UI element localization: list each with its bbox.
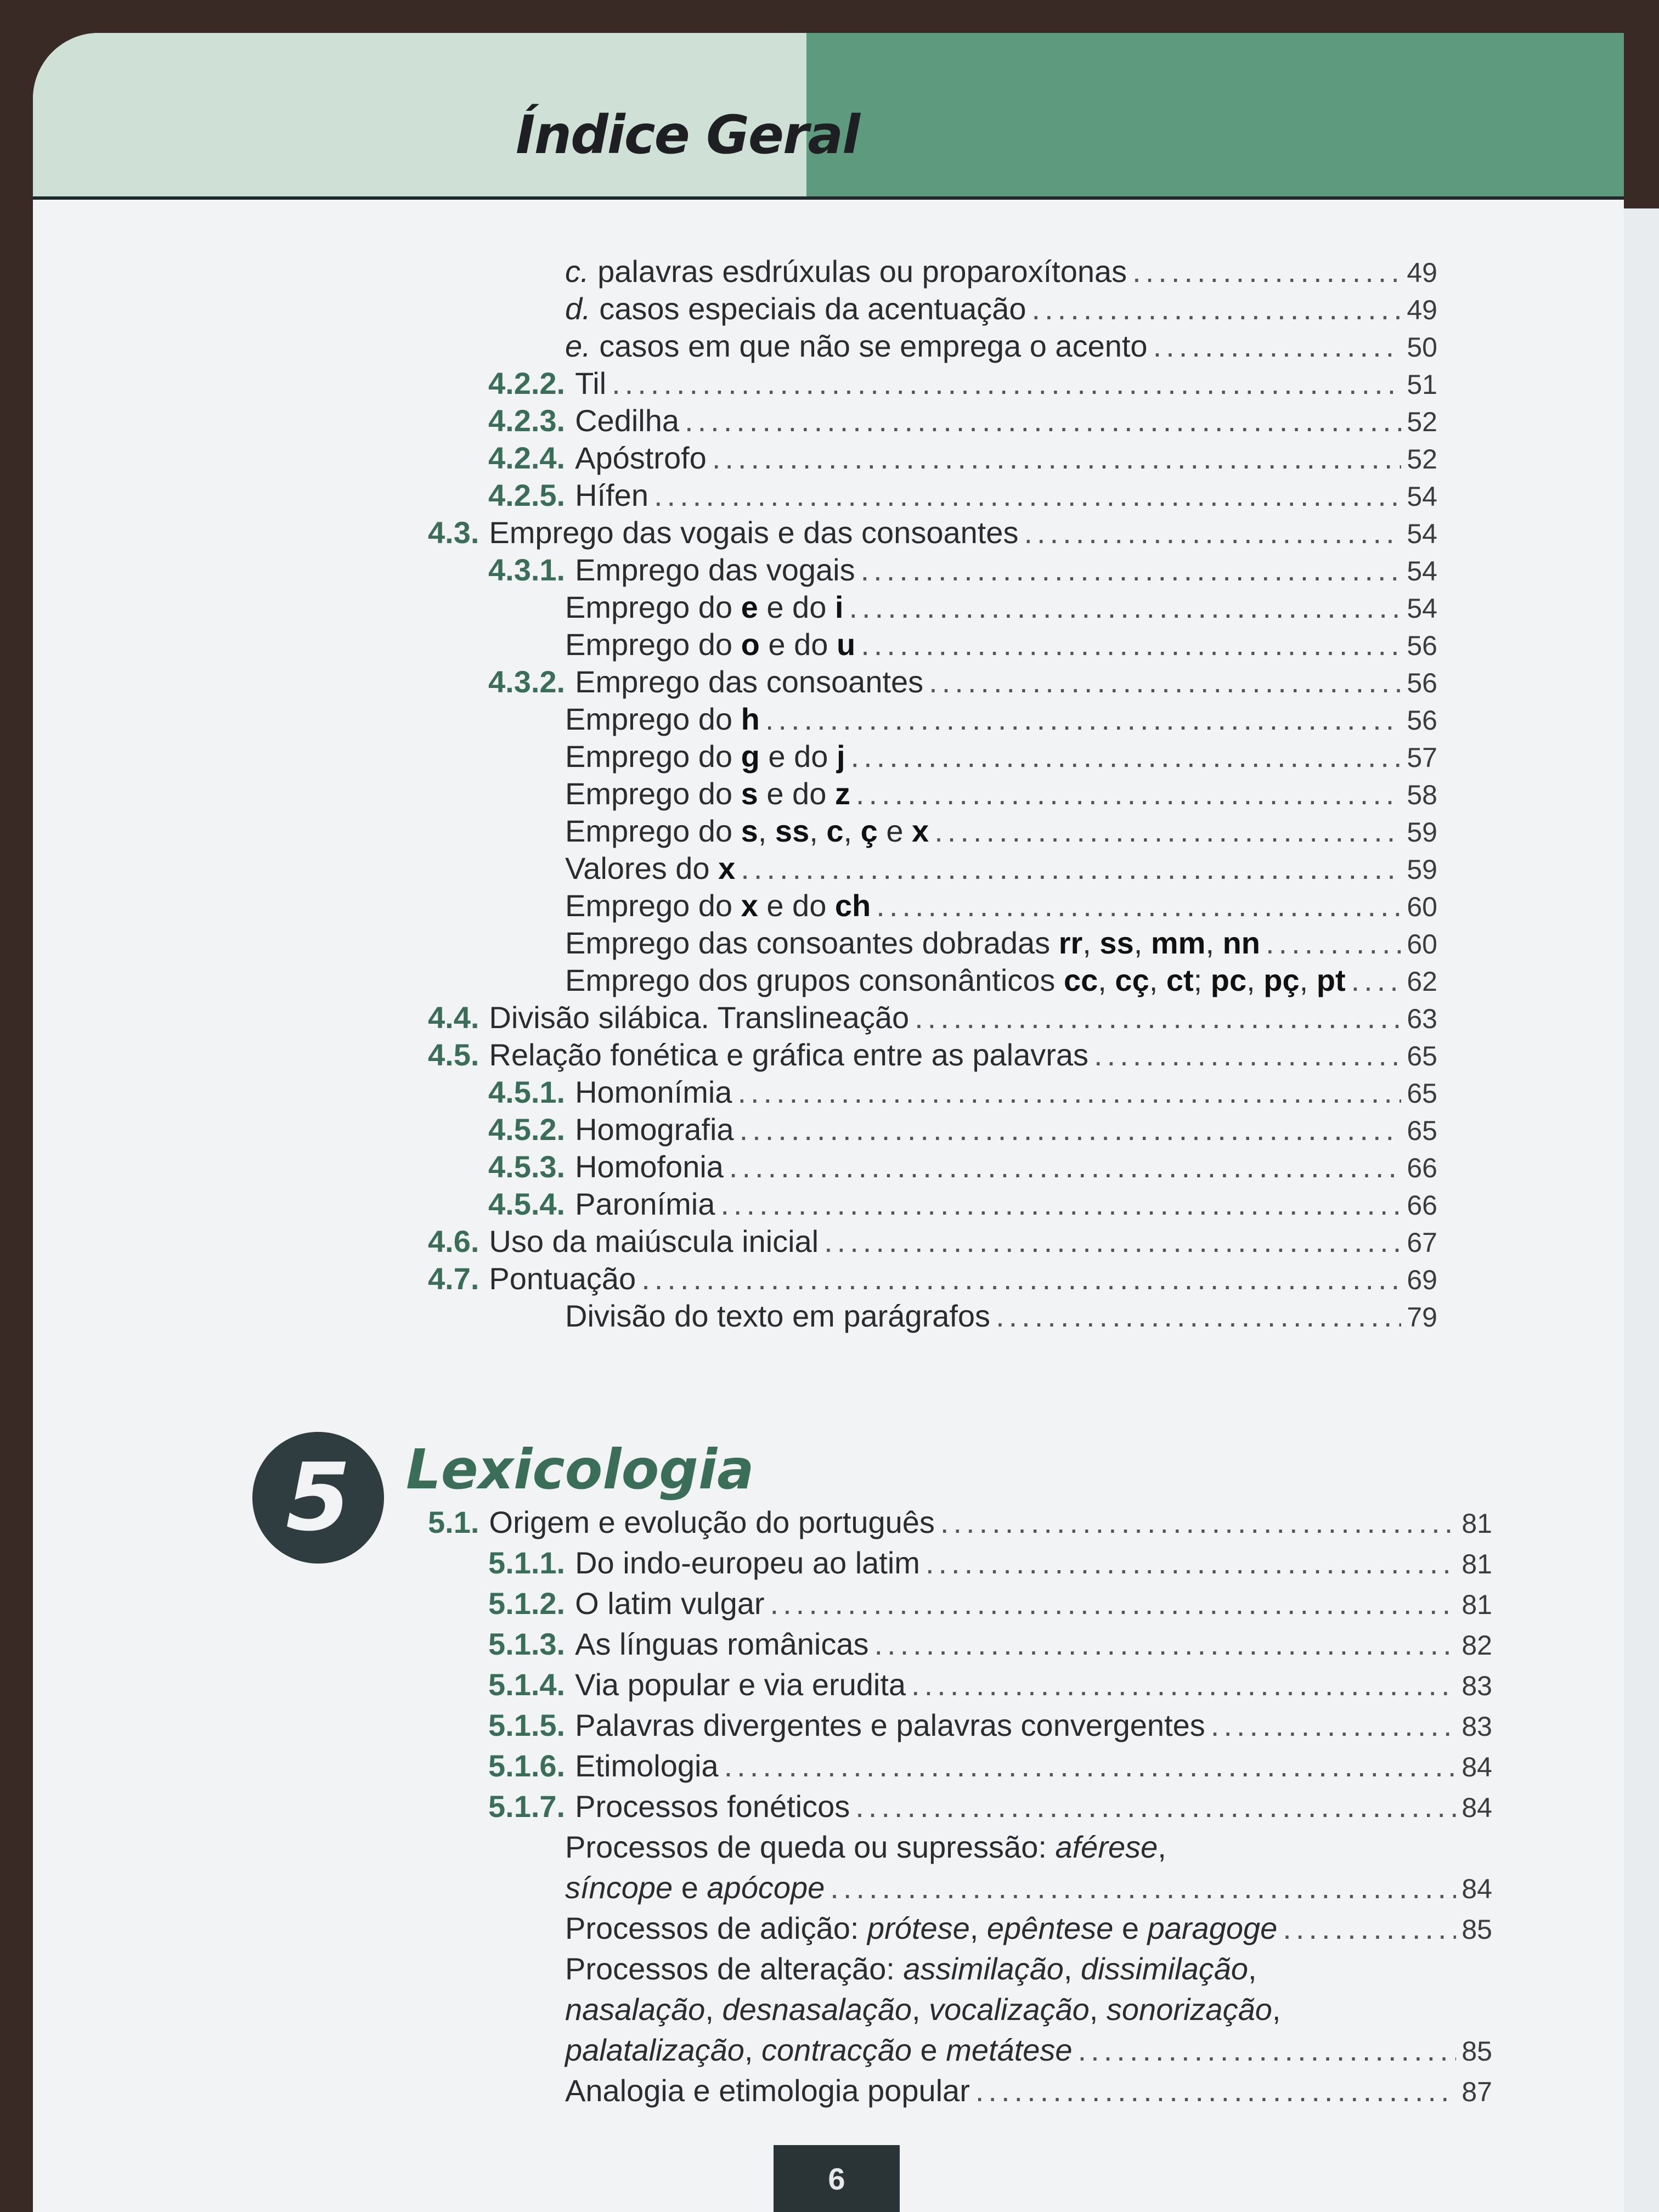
toc-entry <box>565 2072 1492 2111</box>
toc-entry-title: Emprego das consoantes dobradas rr, ss, mm, nn <box>565 926 1260 960</box>
toc-entry-number: 4.2.5. <box>488 478 566 512</box>
header-band-dark <box>806 33 1624 198</box>
toc-entry-title: síncope e apócope <box>565 1870 825 1905</box>
toc-entry-title: Apóstrofo <box>575 441 707 475</box>
toc-entry <box>488 1584 1492 1624</box>
toc-leader-dots <box>737 1073 1401 1111</box>
toc-entry-number: 5.1. <box>428 1505 479 1539</box>
toc-entry-title: Homografia <box>575 1112 734 1147</box>
toc-entry-title: Paronímia <box>575 1187 715 1221</box>
toc-entry <box>565 252 1437 292</box>
toc-entry-page: 65 <box>1407 1078 1437 1109</box>
toc-entry-number: 4.3. <box>428 515 479 550</box>
toc-entry-number: 4.6. <box>428 1224 479 1259</box>
toc-entry-number: 5.1.6. <box>488 1748 566 1783</box>
toc-entry-page: 56 <box>1407 668 1437 698</box>
toc-entry-title: Valores do x <box>565 851 736 885</box>
toc-entry-page: 59 <box>1407 854 1437 885</box>
toc-leader-dots <box>975 2072 1457 2110</box>
toc-entry-title: Emprego dos grupos consonânticos cc, cç, ct; pc, pç, pt <box>565 963 1346 997</box>
toc-entry-title: nasalação, desnasalação, vocalização, sonorização, <box>565 1992 1281 2027</box>
toc-leader-dots <box>861 625 1401 664</box>
chapter-number: 5 <box>285 1443 351 1552</box>
toc-entry-number: 4.2.4. <box>488 441 566 475</box>
toc-entry <box>565 290 1437 329</box>
toc-leader-dots <box>929 663 1401 701</box>
toc-entry-page: 66 <box>1407 1153 1437 1183</box>
toc-entry-title: Emprego do s e do z <box>565 776 850 811</box>
toc-entry <box>565 1869 1492 1908</box>
toc-entry-page: 54 <box>1407 481 1437 512</box>
toc-entry <box>488 364 1437 404</box>
toc-entry-title: Emprego do s, ss, c, ç e x <box>565 814 929 848</box>
toc-entry-page: 51 <box>1407 369 1437 400</box>
toc-entry-page: 82 <box>1462 1630 1492 1661</box>
toc-entry-page: 83 <box>1462 1671 1492 1701</box>
toc-entry <box>428 1503 1492 1543</box>
toc-leader-dots <box>654 476 1401 515</box>
toc-entry-page: 57 <box>1407 742 1437 773</box>
toc-entry-number: 4.7. <box>428 1261 479 1296</box>
toc-leader-dots <box>685 402 1401 440</box>
toc-leader-dots <box>876 887 1401 925</box>
toc-entry <box>488 1787 1492 1827</box>
toc-entry-number: 4.2.3. <box>488 403 566 438</box>
toc-entry-title: Emprego do h <box>565 702 760 736</box>
toc-entry <box>488 1185 1437 1224</box>
toc-leader-dots <box>1266 924 1401 962</box>
toc-entry-number: 4.5. <box>428 1037 479 1072</box>
toc-entry-page: 87 <box>1462 2076 1492 2107</box>
toc-entry-page: 84 <box>1462 1752 1492 1782</box>
toc-entry <box>565 1909 1492 1949</box>
toc-entry-title: palatalização, contracção e metátese <box>565 2033 1073 2067</box>
toc-entry-number: 5.1.7. <box>488 1789 566 1824</box>
toc-entry-page: 56 <box>1407 630 1437 661</box>
toc-leader-dots <box>926 1544 1456 1582</box>
toc-leader-dots <box>729 1148 1401 1186</box>
toc-entry-page: 67 <box>1407 1227 1437 1258</box>
toc-entry <box>565 924 1437 963</box>
toc-leader-dots <box>724 1747 1457 1785</box>
toc-entry-title: Emprego do g e do j <box>565 739 845 774</box>
toc-leader-dots <box>1153 327 1402 365</box>
toc-entry-title: Homofonia <box>575 1149 724 1184</box>
toc-entry-page: 84 <box>1462 1874 1492 1904</box>
toc-entry-title: Uso da maiúscula inicial <box>489 1224 819 1259</box>
toc-entry <box>488 1625 1492 1664</box>
toc-entry-number: 4.5.1. <box>488 1075 566 1109</box>
toc-entry <box>488 1110 1437 1150</box>
toc-entry-page: 81 <box>1462 1549 1492 1579</box>
toc-leader-dots <box>1283 1909 1456 1948</box>
toc-leader-dots <box>1032 290 1402 328</box>
toc-leader-dots <box>1211 1706 1457 1745</box>
toc-entry <box>565 812 1437 851</box>
toc-entry-number: 5.1.3. <box>488 1627 566 1661</box>
toc-entry-page: 50 <box>1407 332 1437 363</box>
toc-leader-dots <box>874 1625 1456 1663</box>
toc-entry-number: 4.2.2. <box>488 366 566 400</box>
toc-leader-dots <box>1024 514 1401 552</box>
toc-entry-title: c. palavras esdrúxulas ou proparoxítonas <box>565 254 1127 289</box>
toc-leader-dots <box>720 1185 1401 1223</box>
toc-leader-dots <box>641 1260 1401 1298</box>
toc-entry-page: 49 <box>1407 257 1437 288</box>
toc-entry <box>488 1706 1492 1746</box>
toc-entry-title: Processos de adição: prótese, epêntese e paragoge <box>565 1911 1278 1945</box>
toc-leader-dots <box>996 1297 1401 1335</box>
toc-entry <box>565 775 1437 814</box>
toc-entry-title: Homonímia <box>575 1075 732 1109</box>
toc-leader-dots <box>770 1584 1457 1623</box>
toc-entry-page: 49 <box>1407 295 1437 325</box>
toc-entry <box>428 1222 1437 1262</box>
toc-leader-dots <box>740 1110 1402 1149</box>
toc-entry-title: e. casos em que não se emprega o acento <box>565 329 1148 363</box>
toc-leader-dots <box>830 1869 1456 1907</box>
toc-entry-title: Palavras divergentes e palavras convergentes <box>575 1708 1205 1742</box>
toc-entry <box>428 514 1437 553</box>
toc-leader-dots <box>765 700 1402 738</box>
toc-leader-dots <box>1094 1036 1401 1074</box>
toc-entry-number: 5.1.4. <box>488 1667 566 1702</box>
toc-entry-page: 65 <box>1407 1115 1437 1146</box>
toc-entry-page: 54 <box>1407 556 1437 586</box>
toc-entry <box>488 663 1437 702</box>
toc-entry-title: Do indo-europeu ao latim <box>575 1545 920 1580</box>
toc-entry <box>488 402 1437 441</box>
toc-entry <box>565 625 1437 665</box>
book-page <box>33 33 1624 2212</box>
toc-entry-page: 84 <box>1462 1792 1492 1823</box>
toc-leader-dots <box>849 588 1401 627</box>
toc-entry-page: 65 <box>1407 1041 1437 1071</box>
toc-entry <box>488 1747 1492 1786</box>
toc-entry <box>565 2031 1492 2070</box>
page-number-tab <box>774 2145 900 2212</box>
toc-leader-dots <box>1132 252 1401 291</box>
toc-entry-title: Emprego do e e do i <box>565 590 844 624</box>
toc-entry-number: 4.5.2. <box>488 1112 566 1147</box>
toc-leader-dots <box>851 737 1402 776</box>
toc-entry-title: Via popular e via erudita <box>575 1667 906 1702</box>
toc-entry-page: 85 <box>1462 2036 1492 2067</box>
toc-leader-dots <box>612 364 1401 403</box>
toc-entry <box>565 737 1437 777</box>
toc-entry-page: 59 <box>1407 817 1437 848</box>
toc-leader-dots <box>911 1666 1456 1704</box>
toc-entry <box>565 1990 1492 2029</box>
toc-entry-title: Til <box>575 366 607 400</box>
toc-entry-number: 4.3.2. <box>488 664 566 699</box>
toc-entry <box>428 1260 1437 1299</box>
toc-entry-title: Emprego do x e do ch <box>565 888 871 923</box>
toc-entry-title: d. casos especiais da acentuação <box>565 291 1026 326</box>
toc-entry <box>428 1036 1437 1075</box>
toc-entry <box>565 849 1437 889</box>
toc-entry-page: 66 <box>1407 1190 1437 1221</box>
toc-entry-title: Emprego do o e do u <box>565 627 856 662</box>
toc-entry <box>565 1828 1492 1866</box>
toc-entry-page: 52 <box>1407 407 1437 437</box>
toc-leader-dots <box>915 998 1401 1037</box>
toc-entry-title: As línguas românicas <box>575 1627 869 1661</box>
toc-entry-title: Processos fonéticos <box>575 1789 850 1824</box>
toc-leader-dots <box>741 849 1401 888</box>
toc-leader-dots <box>856 775 1401 813</box>
toc-entry <box>565 1297 1437 1336</box>
toc-entry-title: Emprego das vogais e das consoantes <box>489 515 1019 550</box>
toc-leader-dots <box>940 1503 1456 1542</box>
toc-entry-page: 62 <box>1407 966 1437 997</box>
toc-entry-number: 4.5.4. <box>488 1187 566 1221</box>
toc-entry <box>488 1073 1437 1113</box>
toc-entry-page: 56 <box>1407 705 1437 736</box>
toc-entry-page: 63 <box>1407 1003 1437 1034</box>
toc-entry <box>488 476 1437 516</box>
header-rule <box>33 196 1624 200</box>
toc-entry <box>565 700 1437 740</box>
toc-entry-number: 4.3.1. <box>488 552 566 587</box>
chapter-number-badge <box>252 1432 384 1564</box>
toc-entry-page: 60 <box>1407 929 1437 960</box>
chapter-title: Lexicologia <box>406 1437 754 1502</box>
toc-entry-page: 58 <box>1407 780 1437 810</box>
toc-entry-title: Hífen <box>575 478 648 512</box>
toc-entry-title: O latim vulgar <box>575 1586 765 1621</box>
toc-leader-dots <box>855 1787 1456 1826</box>
toc-entry-title: Emprego das vogais <box>575 552 855 587</box>
toc-leader-dots <box>1351 961 1402 1000</box>
toc-entry-title: Cedilha <box>575 403 680 438</box>
toc-entry-number: 5.1.1. <box>488 1545 566 1580</box>
toc-leader-dots <box>824 1222 1401 1261</box>
toc-entry <box>488 551 1437 590</box>
toc-entry-title: Origem e evolução do português <box>489 1505 935 1539</box>
toc-leader-dots <box>934 812 1401 850</box>
toc-entry-number: 5.1.2. <box>488 1586 566 1621</box>
toc-leader-dots <box>712 439 1402 477</box>
toc-leader-dots <box>861 551 1402 589</box>
toc-entry <box>565 887 1437 926</box>
toc-entry-title: Relação fonética e gráfica entre as palavras <box>489 1037 1089 1072</box>
toc-entry-page: 52 <box>1407 444 1437 475</box>
toc-entry-page: 81 <box>1462 1508 1492 1539</box>
toc-entry <box>565 1950 1492 1988</box>
toc-entry <box>488 1544 1492 1583</box>
toc-entry-number: 5.1.5. <box>488 1708 566 1742</box>
toc-entry <box>565 961 1437 1001</box>
toc-entry-number: 4.5.3. <box>488 1149 566 1184</box>
page-number: 6 <box>828 2161 845 2196</box>
toc-entry-page: 83 <box>1462 1711 1492 1742</box>
toc-entry-page: 60 <box>1407 891 1437 922</box>
toc-entry-page: 85 <box>1462 1914 1492 1945</box>
toc-entry-page: 79 <box>1407 1302 1437 1333</box>
toc-entry <box>565 327 1437 366</box>
toc-entry-page: 81 <box>1462 1589 1492 1620</box>
toc-entry <box>565 588 1437 628</box>
toc-entry-title: Analogia e etimologia popular <box>565 2073 970 2108</box>
toc-entry <box>488 1666 1492 1705</box>
toc-entry-title: Divisão silábica. Translineação <box>489 1000 910 1035</box>
toc-entry-title: Processos de queda ou supressão: aférese, <box>565 1830 1166 1864</box>
toc-entry <box>428 998 1437 1038</box>
toc-entry-page: 69 <box>1407 1265 1437 1295</box>
page-title: Índice Geral <box>516 104 860 166</box>
toc-entry-number: 4.4. <box>428 1000 479 1035</box>
toc-entry-title: Pontuação <box>489 1261 636 1296</box>
toc-entry-title: Processos de alteração: assimilação, dissimilação, <box>565 1951 1257 1986</box>
toc-entry-page: 54 <box>1407 518 1437 549</box>
toc-entry-title: Divisão do texto em parágrafos <box>565 1299 991 1333</box>
toc-entry-title: Etimologia <box>575 1748 719 1783</box>
toc-entry <box>488 439 1437 478</box>
toc-entry-page: 54 <box>1407 593 1437 624</box>
toc-entry-title: Emprego das consoantes <box>575 664 924 699</box>
toc-entry <box>488 1148 1437 1187</box>
toc-leader-dots <box>1078 2031 1457 2069</box>
